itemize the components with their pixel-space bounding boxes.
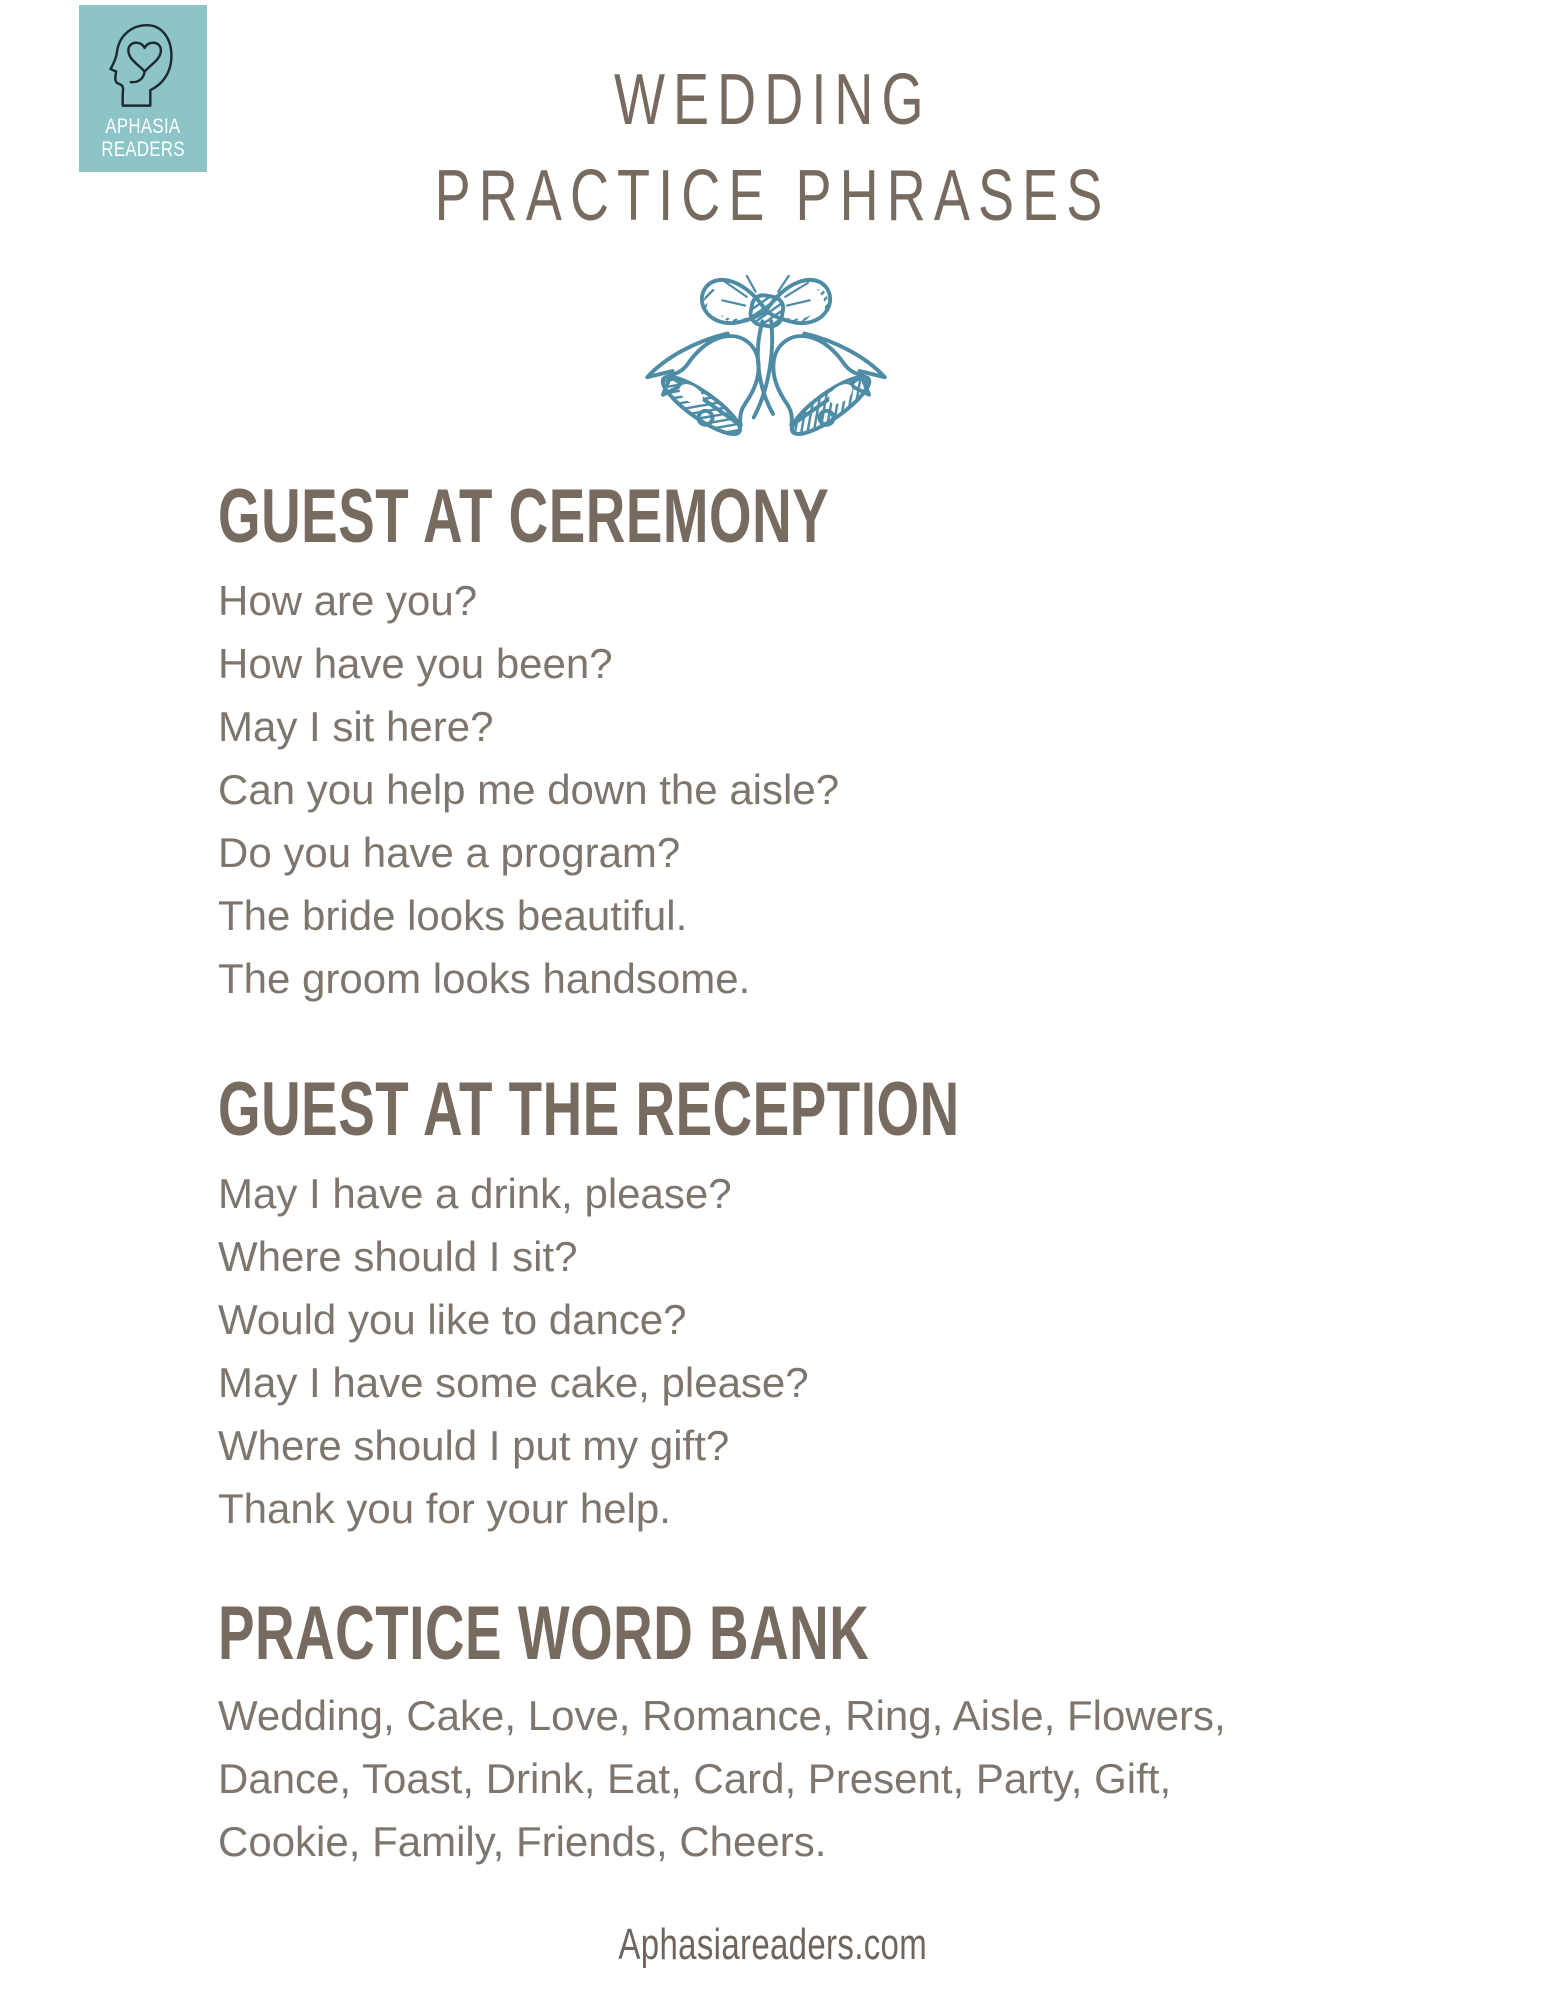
- phrase-line: May I have a drink, please?: [218, 1170, 732, 1217]
- phrase-line: How have you been?: [218, 640, 613, 687]
- section-heading-text: GUEST AT CEREMONY: [218, 474, 830, 559]
- aphasia-readers-logo: [79, 5, 207, 172]
- page-title: [0, 52, 1545, 244]
- phrase-line: The bride looks beautiful.: [218, 892, 688, 939]
- section-guest-at-ceremony: [218, 475, 1315, 1010]
- section-guest-at-reception: [218, 1068, 1315, 1540]
- phrase-line: How are you?: [218, 577, 478, 624]
- content: [0, 475, 1545, 1873]
- phrase-line: Thank you for your help.: [218, 1485, 671, 1532]
- phrase-line: Would you like to dance?: [218, 1296, 687, 1343]
- title-line-1: WEDDING: [613, 60, 932, 140]
- phrase-line: Do you have a program?: [218, 829, 681, 876]
- section-heading-word-bank: [218, 1592, 1315, 1676]
- brand-name: [91, 115, 195, 161]
- section-heading-reception: [218, 1068, 1315, 1152]
- word-bank-line: Dance, Toast, Drink, Eat, Card, Present, Party, Gift,: [218, 1755, 1172, 1802]
- phrase-line: Can you help me down the aisle?: [218, 766, 840, 813]
- brand-line-2: READERS: [101, 138, 185, 161]
- section-heading-text: PRACTICE WORD BANK: [218, 1591, 870, 1676]
- brand-line-1: APHASIA: [105, 115, 181, 138]
- phrase-line: Where should I sit?: [218, 1233, 578, 1280]
- footer: [0, 1919, 1545, 1971]
- bells-icon: [635, 260, 897, 442]
- word-bank-line: Wedding, Cake, Love, Romance, Ring, Aisle, Flowers,: [218, 1692, 1226, 1739]
- phrase-line: Where should I put my gift?: [218, 1422, 730, 1469]
- phrase-line: May I sit here?: [218, 703, 494, 750]
- section-practice-word-bank: [218, 1592, 1315, 1873]
- title-line-2: PRACTICE PHRASES: [434, 156, 1111, 236]
- phrase-line: The groom looks handsome.: [218, 955, 751, 1002]
- website-text: Aphasiareaders.com: [618, 1920, 927, 1969]
- word-bank-line: Cookie, Family, Friends, Cheers.: [218, 1818, 827, 1865]
- phrase-line: May I have some cake, please?: [218, 1359, 809, 1406]
- header: [0, 0, 1545, 447]
- wedding-bells-illustration: [0, 260, 1545, 447]
- section-heading-ceremony: [218, 475, 1315, 559]
- section-heading-text: GUEST AT THE RECEPTION: [218, 1067, 960, 1152]
- head-heart-icon: [104, 21, 182, 109]
